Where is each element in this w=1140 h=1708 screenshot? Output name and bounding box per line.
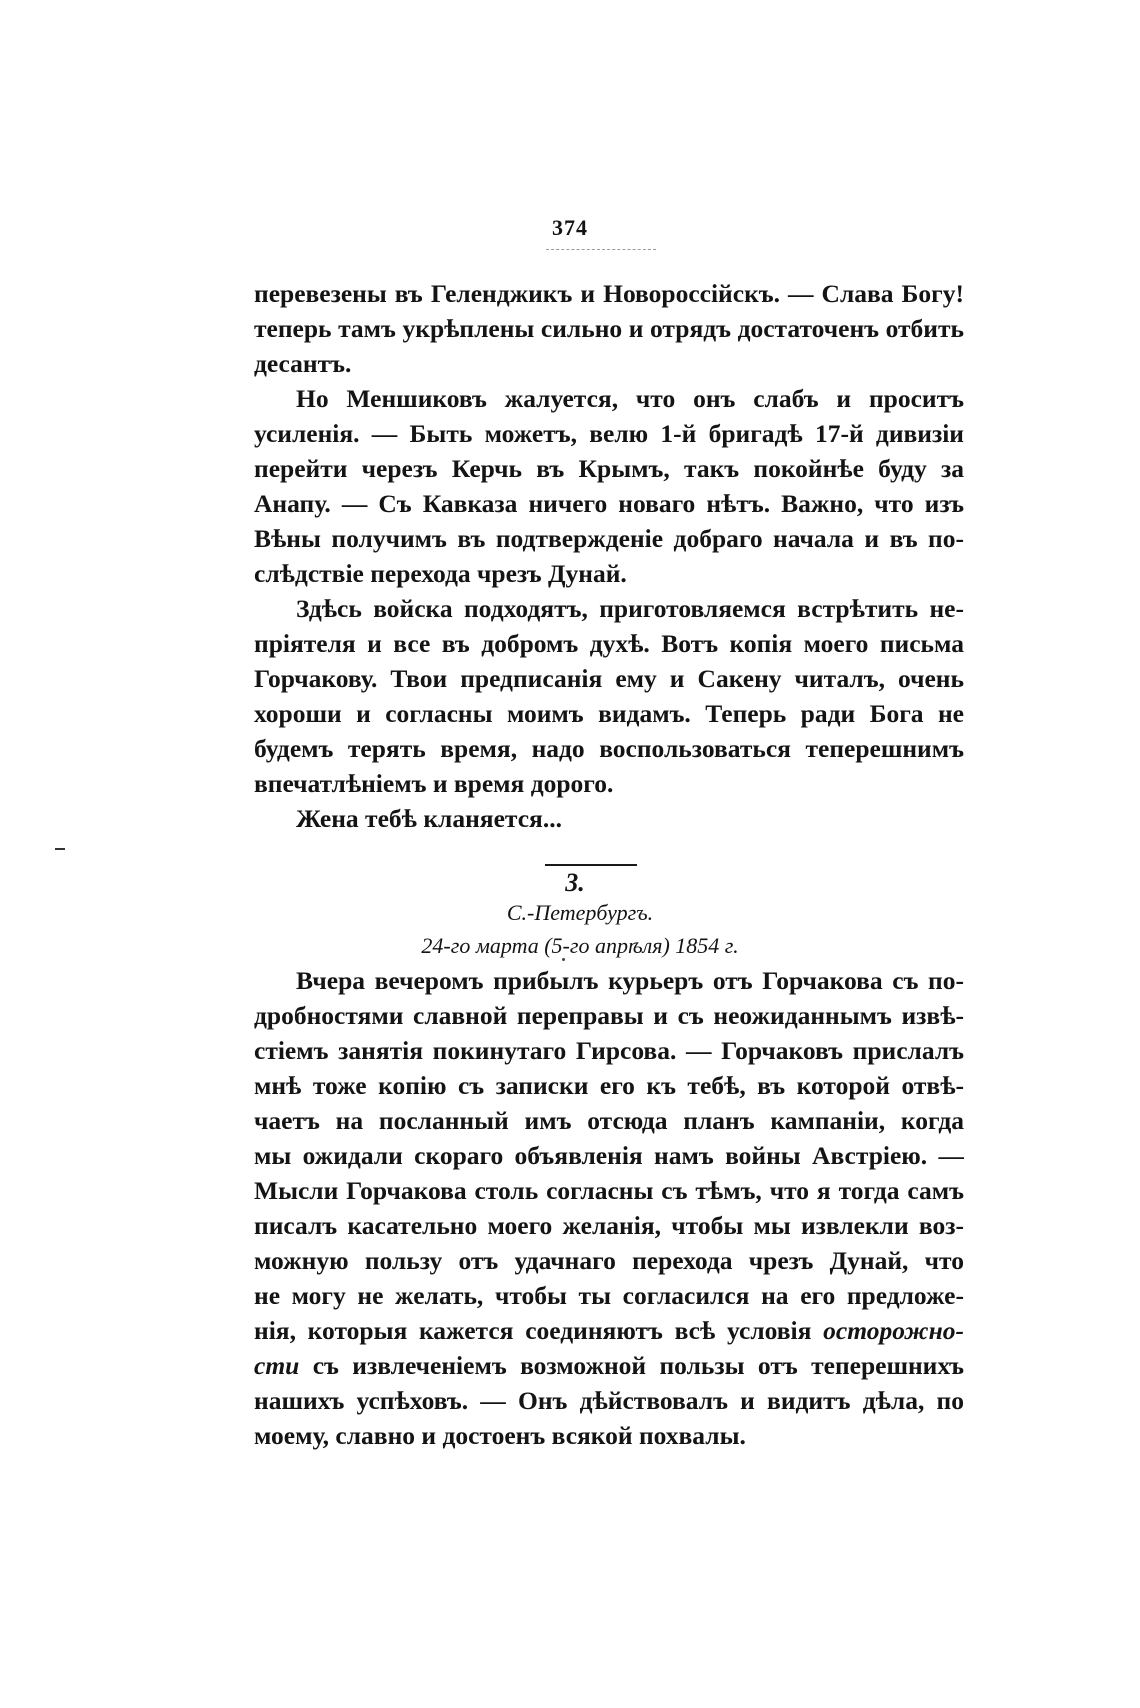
page-number: 374 [552,215,588,240]
text-line: можную пользу отъ удачнаго перехода чрезъ Дунай, что [254,1246,964,1275]
page-number-underline [546,249,656,250]
text-line: нашихъ успѣховъ. — Онъ дѣйствовалъ и видитъ дѣла, по [254,1386,964,1415]
text-line: стіемъ занятія покинутаго Гирсова. — Горчаковъ прислалъ [254,1036,964,1065]
text-line: писалъ касательно моего желанія, чтобы мы извлекли воз- [254,1211,964,1240]
text-line: Мысли Горчакова столь согласны съ тѣмъ, что я тогда самъ [254,1176,964,1205]
text-line-mixed [254,1313,964,1348]
text-segment: съ извлеченіемъ возможной пользы отъ теперешнихъ [312,1351,964,1380]
text-line: Вчера вечеромъ прибылъ курьеръ отъ Горчакова съ по- [296,966,964,995]
text-line: слѣдствіе перехода чрезъ Дунай. [254,559,627,588]
text-line: Анапу. — Съ Кавказа ничего новаго нѣтъ. Важно, что изъ [254,489,964,518]
text-line-mixed [254,1348,964,1383]
text-line: десантъ. [254,349,352,378]
text-line: Вѣны получимъ въ подтвержденіе добраго начала и въ по- [254,524,964,553]
letter-number: 3. [565,868,585,897]
text-line: перейти черезъ Керчь въ Крымъ, такъ покойнѣе буду за [254,454,964,483]
text-line: усиленія. — Быть можетъ, велю 1-й бригадѣ 17-й дивизіи [254,419,964,448]
text-line: Здѣсь войска подходятъ, приготовляемся встрѣтить не- [296,594,964,623]
text-line: Горчакову. Твои предписанія ему и Сакену читалъ, очень [254,664,964,693]
text-line: чаетъ на посланный имъ отсюда планъ кампаніи, когда [254,1106,964,1135]
body-top [254,276,964,836]
text-line: будемъ терять время, надо воспользоваться теперешнимъ [254,734,964,763]
text-line: моему, славно и достоенъ всякой похвалы. [254,1421,746,1450]
text-line: пріятеля и все въ добромъ духѣ. Вотъ копія моего письма [254,629,964,658]
text-line: мнѣ тоже копію съ записки его къ тебѣ, въ которой отвѣ- [254,1071,964,1100]
letter-date: 24-го марта (5-го апрѣля) 1854 г. [421,933,739,958]
text-line: не могу не желать, чтобы ты согласился на его предложе- [254,1281,964,1310]
margin-mark [55,848,65,850]
text-line: Но Меншиковъ жалуется, что онъ слабъ и проситъ [296,384,964,413]
ink-dot [562,958,565,961]
text-line: Жена тебѣ кланяется... [296,804,562,833]
letter-place: С.-Петербургъ. [506,900,654,925]
text-line: дробностями славной переправы и съ неожиданнымъ извѣ- [254,1001,964,1030]
emphasized-text: осторожно- [823,1316,964,1345]
emphasized-text: сти [254,1351,300,1380]
text-line: теперь тамъ укрѣплены сильно и отрядъ достаточенъ отбить [254,314,964,343]
text-line: мы ожидали скораго объявленія намъ войны Австріею. — [254,1141,964,1170]
body-bottom [254,963,964,1453]
text-segment: нія, которыя кажется соединяютъ всѣ условія [254,1316,812,1345]
text-line: впечатлѣніемъ и время дорого. [254,769,614,798]
text-line: перевезены въ Геленджикъ и Новороссійскъ. — Слава Богу! [254,279,964,308]
text-line: хороши и согласны моимъ видамъ. Теперь ради Бога не [254,699,964,728]
section-divider [545,864,637,866]
